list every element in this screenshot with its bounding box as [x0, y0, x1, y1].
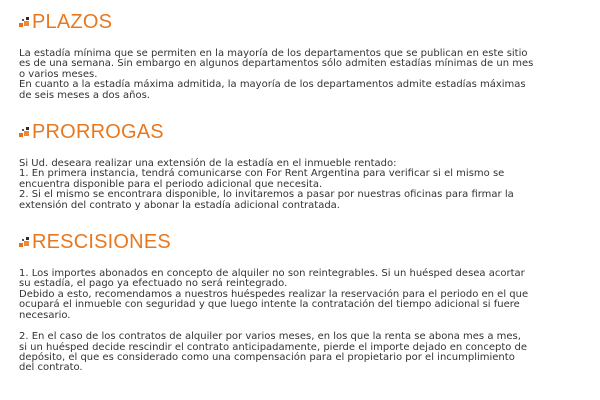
section-paragraph: 2. En el caso de los contratos de alquiler por varios meses, en los que la renta se abona mes a mes, si un huésped decide rescindir el contrato anticipadamente, pierde el importe dejado en concepto de depósito, el que es considerado como una compensación para el propietario por el incumplimiento del contrato. — [19, 331, 528, 374]
section-title-rescisiones: RESCISIONES — [32, 231, 171, 254]
section-heading — [19, 118, 586, 146]
section-prorrogas — [19, 118, 586, 211]
section-rescisiones — [19, 228, 586, 374]
section-paragraph: 1. Los importes abonados en concepto de alquiler no son reintegrables. Si un huésped desea acortar su estadía, el pago ya efectuado no será reintegrado. Debido a esto, recomendamos a nuestros huéspedes realizar la reservación para el periodo en el que ocupará el inmueble con seguridad y que luego intente la contratación del tiempo adicional si fuere necesario. — [19, 268, 529, 321]
section-title-plazos: PLAZOS — [32, 11, 113, 33]
orange-squares-bullet-icon — [19, 16, 31, 28]
section-heading — [19, 8, 586, 36]
section-title-prorrogas: PRORROGAS — [32, 121, 164, 144]
section-heading — [19, 228, 586, 256]
orange-squares-bullet-icon — [19, 236, 31, 248]
section-plazos — [19, 8, 586, 101]
orange-squares-bullet-icon — [19, 126, 31, 138]
section-paragraph: La estadía mínima que se permiten en la mayoría de los departamentos que se publican en este sitio es de una semana. Sin embargo en algunos departamentos sólo admiten estadías mínimas de un mes o varios meses. En cuanto a la estadía máxima admitida, la mayoría de los departamentos admite estadías máximas de seis meses a dos años. — [19, 48, 534, 101]
section-paragraph: Si Ud. deseara realizar una extensión de la estadía en el inmueble rentado: 1. En primera instancia, tendrá comunicarse con For Rent Argentina para verificar si el mismo se encuentra disponible para el periodo adicional que necesita. 2. Si el mismo se encontrara disponible, lo invitaremos a pasar por nuestras oficinas para firmar la extensión del contrato y abonar la estadía adicional contratada. — [19, 158, 514, 211]
